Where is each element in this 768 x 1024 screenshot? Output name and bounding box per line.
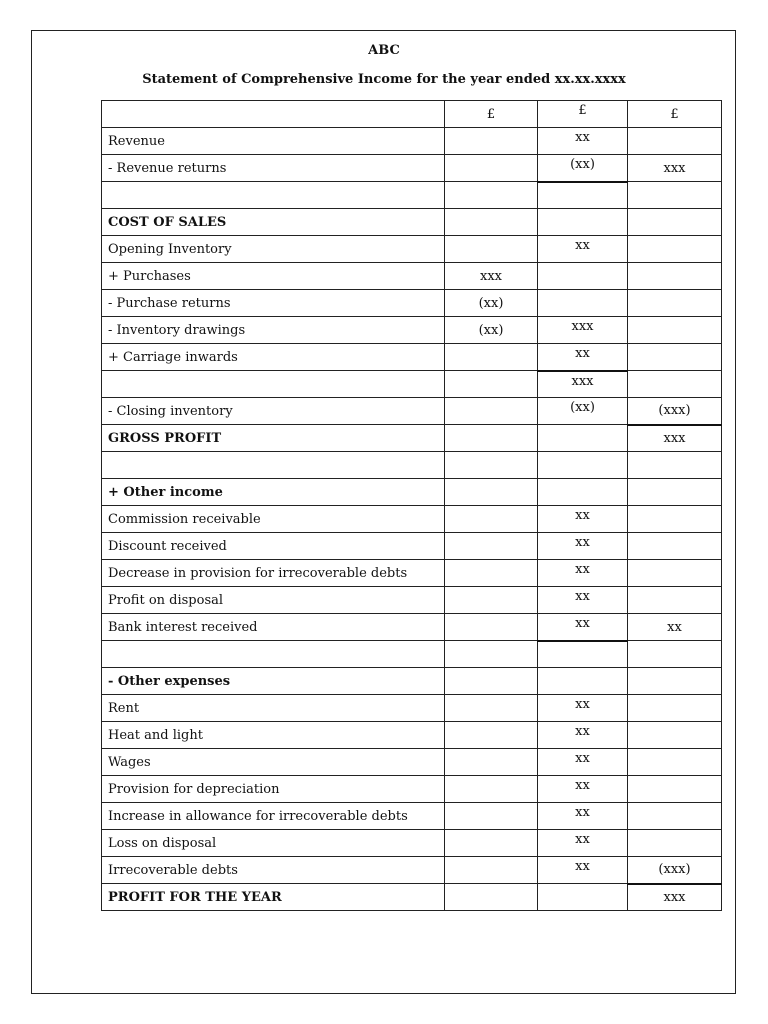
amount-col-3 — [628, 776, 722, 803]
table-row — [102, 533, 722, 560]
table-row — [102, 506, 722, 533]
table-row — [102, 236, 722, 263]
amount-col-1 — [445, 668, 538, 695]
row-label: - Inventory drawings — [102, 317, 445, 344]
amount-col-2: xx — [538, 749, 628, 776]
amount-col-1 — [445, 155, 538, 182]
amount-col-1 — [445, 128, 538, 155]
table-row — [102, 128, 722, 155]
amount-col-2: xx — [538, 236, 628, 263]
section-heading: PROFIT FOR THE YEAR — [102, 884, 445, 911]
row-label: Increase in allowance for irrecoverable debts — [102, 803, 445, 830]
amount-col-2 — [538, 209, 628, 236]
row-label: Bank interest received — [102, 614, 445, 641]
table-row — [102, 290, 722, 317]
amount-col-1 — [445, 344, 538, 371]
amount-col-1 — [445, 560, 538, 587]
row-label: Wages — [102, 749, 445, 776]
section-heading: - Other expenses — [102, 668, 445, 695]
table-row — [102, 668, 722, 695]
amount-col-2: xx — [538, 614, 628, 641]
amount-col-2: xx — [538, 803, 628, 830]
amount-col-3 — [628, 668, 722, 695]
table-row — [102, 695, 722, 722]
table-row — [102, 425, 722, 452]
row-label — [102, 182, 445, 209]
row-label: Loss on disposal — [102, 830, 445, 857]
amount-col-1 — [445, 695, 538, 722]
table-row — [102, 803, 722, 830]
amount-col-2: xx — [538, 587, 628, 614]
row-label: Opening Inventory — [102, 236, 445, 263]
amount-col-2: xx — [538, 506, 628, 533]
amount-col-1 — [445, 587, 538, 614]
amount-col-2: xx — [538, 128, 628, 155]
header-label-cell — [102, 101, 445, 128]
amount-col-2: (xx) — [538, 398, 628, 425]
amount-col-3: xx — [628, 614, 722, 641]
amount-col-3 — [628, 803, 722, 830]
row-label: Decrease in provision for irrecoverable debts — [102, 560, 445, 587]
table-row — [102, 317, 722, 344]
amount-col-3 — [628, 263, 722, 290]
table-row — [102, 722, 722, 749]
currency-header: £ — [538, 101, 628, 128]
row-label: Rent — [102, 695, 445, 722]
amount-col-2 — [538, 182, 628, 209]
table-row — [102, 263, 722, 290]
table-row — [102, 641, 722, 668]
amount-col-1 — [445, 722, 538, 749]
amount-col-3: (xxx) — [628, 857, 722, 884]
amount-col-1 — [445, 209, 538, 236]
amount-col-2: xx — [538, 776, 628, 803]
amount-col-2 — [538, 884, 628, 911]
row-label: - Purchase returns — [102, 290, 445, 317]
amount-col-2: xx — [538, 857, 628, 884]
amount-col-2: (xx) — [538, 155, 628, 182]
amount-col-3 — [628, 344, 722, 371]
section-heading: + Other income — [102, 479, 445, 506]
amount-col-1 — [445, 425, 538, 452]
section-heading: COST OF SALES — [102, 209, 445, 236]
amount-col-2: xx — [538, 344, 628, 371]
amount-col-3 — [628, 830, 722, 857]
row-label: Revenue — [102, 128, 445, 155]
amount-col-3 — [628, 182, 722, 209]
amount-col-2 — [538, 263, 628, 290]
row-label: + Purchases — [102, 263, 445, 290]
row-label — [102, 371, 445, 398]
table-row — [102, 398, 722, 425]
amount-col-1 — [445, 803, 538, 830]
amount-col-1 — [445, 479, 538, 506]
table-row — [102, 452, 722, 479]
amount-col-3 — [628, 452, 722, 479]
currency-header: £ — [628, 101, 722, 128]
amount-col-1 — [445, 884, 538, 911]
amount-col-3 — [628, 560, 722, 587]
amount-col-3 — [628, 236, 722, 263]
income-statement-table — [101, 100, 722, 911]
table-row — [102, 830, 722, 857]
section-heading: GROSS PROFIT — [102, 425, 445, 452]
amount-col-1 — [445, 533, 538, 560]
amount-col-3 — [628, 209, 722, 236]
amount-col-1: xxx — [445, 263, 538, 290]
table-row — [102, 587, 722, 614]
amount-col-1 — [445, 641, 538, 668]
table-row — [102, 884, 722, 911]
amount-col-2: xx — [538, 533, 628, 560]
row-label: Provision for depreciation — [102, 776, 445, 803]
amount-col-3 — [628, 371, 722, 398]
table-row — [102, 209, 722, 236]
amount-col-3 — [628, 695, 722, 722]
amount-col-3 — [628, 722, 722, 749]
table-row — [102, 560, 722, 587]
row-label: - Closing inventory — [102, 398, 445, 425]
amount-col-3: xxx — [628, 425, 722, 452]
amount-col-3 — [628, 533, 722, 560]
amount-col-3 — [628, 479, 722, 506]
amount-col-1 — [445, 182, 538, 209]
amount-col-3: xxx — [628, 884, 722, 911]
row-label: Profit on disposal — [102, 587, 445, 614]
amount-col-2: xx — [538, 695, 628, 722]
amount-col-1 — [445, 452, 538, 479]
amount-col-2: xxx — [538, 371, 628, 398]
amount-col-2: xx — [538, 722, 628, 749]
amount-col-3 — [628, 749, 722, 776]
amount-col-1 — [445, 506, 538, 533]
row-label — [102, 641, 445, 668]
company-name: ABC — [368, 43, 400, 58]
amount-col-2: xx — [538, 830, 628, 857]
amount-col-1 — [445, 830, 538, 857]
amount-col-1 — [445, 371, 538, 398]
amount-col-3: (xxx) — [628, 398, 722, 425]
amount-col-1 — [445, 776, 538, 803]
amount-col-1 — [445, 398, 538, 425]
amount-col-3 — [628, 317, 722, 344]
table-row — [102, 479, 722, 506]
amount-col-2 — [538, 290, 628, 317]
row-label: Discount received — [102, 533, 445, 560]
table-row — [102, 344, 722, 371]
row-label: Commission receivable — [102, 506, 445, 533]
amount-col-3 — [628, 290, 722, 317]
row-label: - Revenue returns — [102, 155, 445, 182]
amount-col-2 — [538, 479, 628, 506]
amount-col-1: (xx) — [445, 317, 538, 344]
amount-col-2 — [538, 452, 628, 479]
row-label: Irrecoverable debts — [102, 857, 445, 884]
amount-col-3 — [628, 641, 722, 668]
table-row — [102, 371, 722, 398]
amount-col-3 — [628, 506, 722, 533]
amount-col-3 — [628, 587, 722, 614]
table-row — [102, 776, 722, 803]
amount-col-2 — [538, 425, 628, 452]
amount-col-2 — [538, 668, 628, 695]
amount-col-3 — [628, 128, 722, 155]
table-row — [102, 614, 722, 641]
amount-col-1 — [445, 857, 538, 884]
table-row — [102, 155, 722, 182]
statement-title: Statement of Comprehensive Income for the year ended xx.xx.xxxx — [142, 72, 626, 87]
amount-col-3: xxx — [628, 155, 722, 182]
amount-col-1 — [445, 236, 538, 263]
row-label — [102, 452, 445, 479]
currency-header-row — [102, 101, 722, 128]
amount-col-1 — [445, 749, 538, 776]
amount-col-1: (xx) — [445, 290, 538, 317]
row-label: Heat and light — [102, 722, 445, 749]
table-row — [102, 857, 722, 884]
table-row — [102, 182, 722, 209]
amount-col-2 — [538, 641, 628, 668]
row-label: + Carriage inwards — [102, 344, 445, 371]
currency-header: £ — [445, 101, 538, 128]
amount-col-2: xx — [538, 560, 628, 587]
amount-col-2: xxx — [538, 317, 628, 344]
table-row — [102, 749, 722, 776]
amount-col-1 — [445, 614, 538, 641]
